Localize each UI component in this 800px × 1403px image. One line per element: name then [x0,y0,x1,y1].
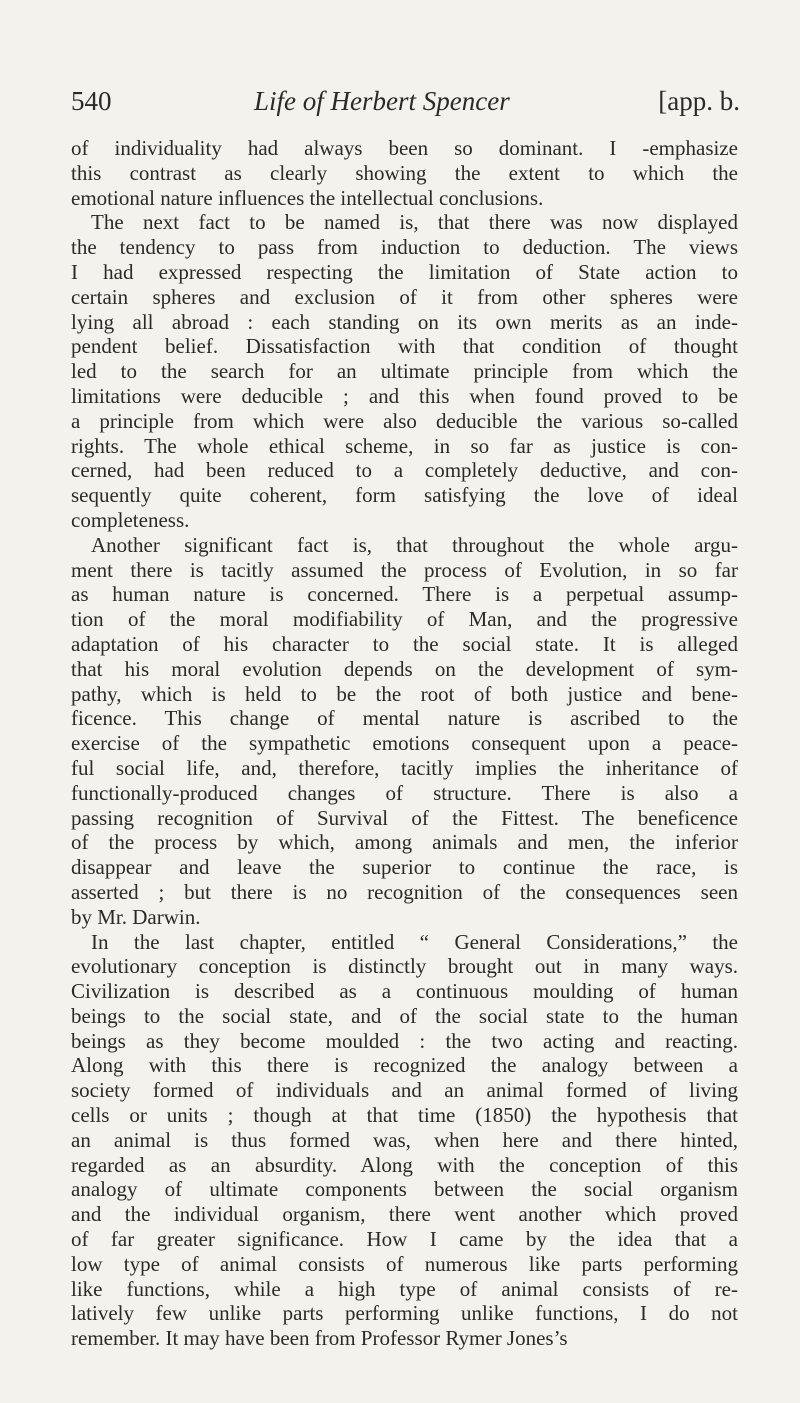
text-line: Civilization is described as a continuous moulding of human [71,979,738,1004]
text-line: adaptation of his character to the social state. It is alleged [71,631,738,656]
text-line: sequently quite coherent, form satisfying the love of ideal [71,483,738,508]
text-line: of individuality had always been so dominant. I -emphasize [71,136,738,160]
text-line: In the last chapter, entitled “ General Considerations,” the [91,929,738,954]
text-line: emotional nature influences the intellectual conclusions. [71,185,544,210]
text-line: of the process by which, among animals and men, the inferior [71,830,738,855]
text-line: I had expressed respecting the limitation of State action to [71,259,738,284]
text-line: functionally-produced changes of structure. There is also a [71,780,738,805]
section-marker: [app. b. [658,86,740,116]
text-line: an animal is thus formed was, when here and there hinted, [71,1127,738,1152]
text-line: exercise of the sympathetic emotions consequent upon a peace- [71,731,738,756]
text-line: ful social life, and, therefore, tacitly implies the inheritance of [71,755,738,780]
text-line: regarded as an absurdity. Along with the conception of this [71,1152,738,1177]
text-line: like functions, while a high type of animal consists of re- [71,1276,738,1301]
text-line: cerned, had been reduced to a completely deductive, and con- [71,458,738,483]
text-line: The next fact to be named is, that there was now displayed [91,210,738,235]
text-line: lying all abroad : each standing on its own merits as an inde- [71,309,738,334]
text-line: beings to the social state, and of the social state to the human [71,1003,738,1028]
text-line: by Mr. Darwin. [71,904,201,929]
book-title: Life of Herbert Spencer [254,86,510,116]
text-line: latively few unlike parts performing unlike functions, I do not [71,1301,738,1326]
text-line: evolutionary conception is distinctly brought out in many ways. [71,954,738,979]
text-line: as human nature is concerned. There is a perpetual assump- [71,582,738,607]
text-line: low type of animal consists of numerous like parts performing [71,1251,738,1276]
running-head [71,78,740,124]
text-line: certain spheres and exclusion of it from other spheres were [71,284,738,309]
text-line: passing recognition of Survival of the Fittest. The beneficence [71,805,738,830]
text-line: remember. It may have been from Professor Rymer Jones’s [71,1326,568,1351]
text-line: ficence. This change of mental nature is ascribed to the [71,706,738,731]
text-line: and the individual organism, there went another which proved [71,1202,738,1227]
text-line: asserted ; but there is no recognition of the consequences seen [71,879,738,904]
text-line: pathy, which is held to be the root of both justice and bene- [71,681,738,706]
text-line: rights. The whole ethical scheme, in so far as justice is con- [71,433,738,458]
text-line: disappear and leave the superior to continue the race, is [71,855,738,880]
text-line: of far greater significance. How I came by the idea that a [71,1227,738,1252]
text-line: this contrast as clearly showing the extent to which the [71,160,738,185]
text-line: Along with this there is recognized the analogy between a [71,1053,738,1078]
text-line: led to the search for an ultimate principle from which the [71,359,738,384]
text-line: a principle from which were also deducible the various so-called [71,408,738,433]
text-line: Another significant fact is, that throughout the whole argu- [91,532,738,557]
text-line: society formed of individuals and an animal formed of living [71,1078,738,1103]
text-line: tion of the moral modifiability of Man, and the progressive [71,607,738,632]
text-line: that his moral evolution depends on the development of sym- [71,656,738,681]
page-number: 540 [71,86,112,116]
text-line: beings as they become moulded : the two acting and reacting. [71,1028,738,1053]
text-line: ment there is tacitly assumed the process of Evolution, in so far [71,557,738,582]
text-line: limitations were deducible ; and this when found proved to be [71,383,738,408]
text-line: the tendency to pass from induction to deduction. The views [71,235,738,260]
text-line: pendent belief. Dissatisfaction with that condition of thought [71,334,738,359]
text-line: analogy of ultimate components between the social organism [71,1177,738,1202]
text-line: completeness. [71,507,190,532]
text-line: cells or units ; though at that time (1850) the hypothesis that [71,1103,738,1128]
body-text [71,136,738,1351]
